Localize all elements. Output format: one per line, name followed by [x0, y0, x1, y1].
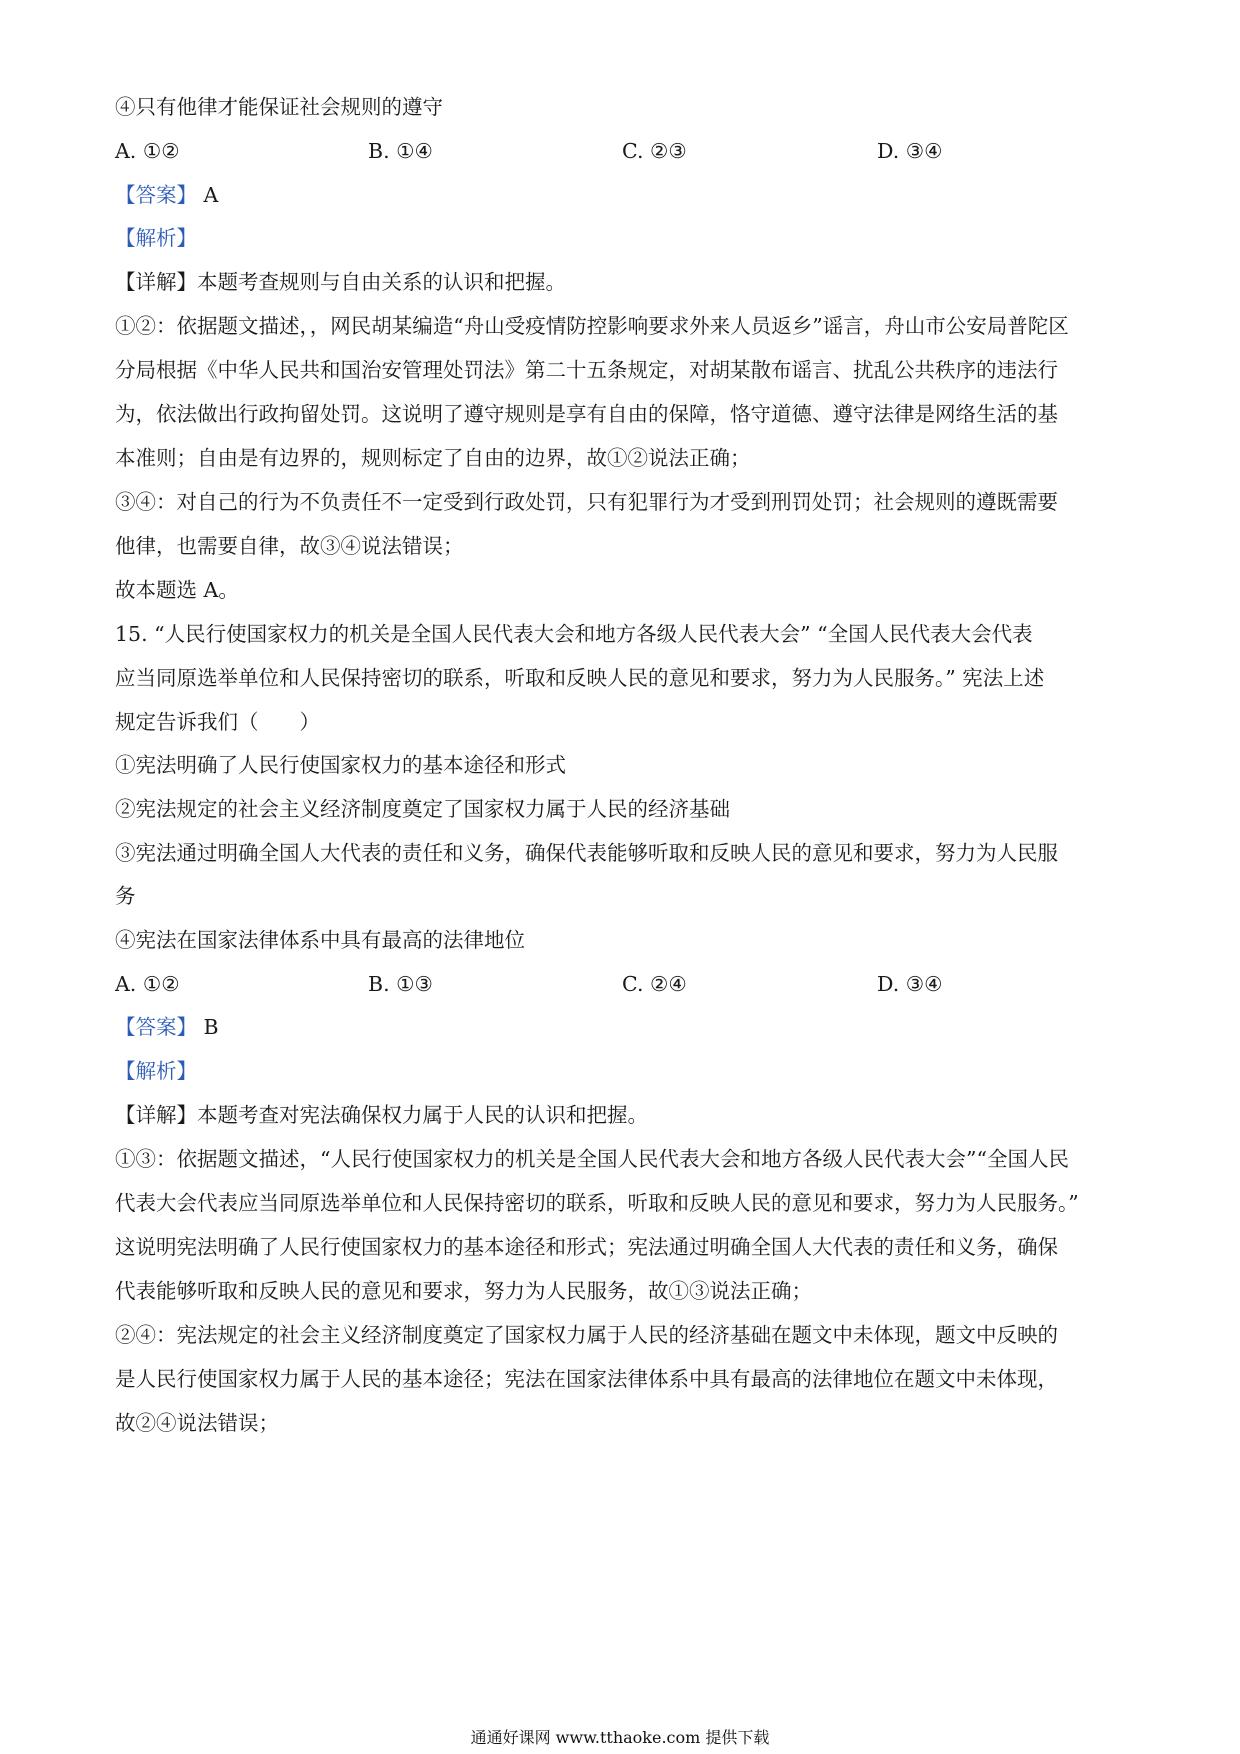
q14-option-4: ④只有他律才能保证社会规则的遵守	[115, 95, 443, 119]
q15-stem-line: 规定告诉我们（ ）	[115, 710, 320, 734]
detail-tag: 【详解】	[115, 270, 197, 294]
q15-paragraph-line: ②④：宪法规定的社会主义经济制度奠定了国家权力属于人民的经济基础在题文中未体现，题文中反映的	[115, 1323, 1058, 1347]
q15-analysis-tag: 【解析】	[115, 1059, 197, 1083]
q15-choice-b: B. ①③	[368, 972, 433, 996]
q14-choice-a: A. ①②	[115, 139, 180, 163]
detail-text: 本题考查规则与自由关系的认识和把握。	[197, 270, 566, 294]
q15-paragraph-line: 这说明宪法明确了人民行使国家权力的基本途径和形式；宪法通过明确全国人大代表的责任和义务，确保	[115, 1235, 1058, 1259]
q15-choice-c: C. ②④	[622, 972, 687, 996]
q15-paragraph-line: 代表大会代表应当同原选举单位和人民保持密切的联系，听取和反映人民的意见和要求，努力为人民服务。”	[115, 1191, 1079, 1215]
q14-paragraph-line: 为，依法做出行政拘留处罚。这说明了遵守规则是享有自由的保障，恪守道德、遵守法律是网络生活的基	[115, 402, 1058, 426]
q15-answer	[115, 1013, 1135, 1041]
q15-option-3-cont: 务	[115, 884, 136, 908]
answer-value: A	[203, 183, 219, 207]
q15-option-1: ①宪法明确了人民行使国家权力的基本途径和形式	[115, 753, 566, 777]
q14-choice-c: C. ②③	[622, 139, 687, 163]
q15-stem-line: 15. “人民行使国家权力的机关是全国人民代表大会和地方各级人民代表大会” “全国人民代表大会代表	[115, 622, 1033, 646]
q15-paragraph-line: 是人民行使国家权力属于人民的基本途径；宪法在国家法律体系中具有最高的法律地位在题文中未体现，	[115, 1367, 1058, 1391]
q14-paragraph-line: 故本题选 A。	[115, 578, 239, 602]
q14-choice-d: D. ③④	[877, 139, 943, 163]
q15-option-4: ④宪法在国家法律体系中具有最高的法律地位	[115, 928, 525, 952]
q15-paragraph-line: ①③：依据题文描述，“人民行使国家权力的机关是全国人民代表大会和地方各级人民代表大会”“全国人民	[115, 1147, 1069, 1171]
answer-tag: 【答案】	[115, 183, 197, 207]
q15-paragraph-line: 代表能够听取和反映人民的意见和要求，努力为人民服务，故①③说法正确；	[115, 1279, 812, 1303]
q15-detail	[115, 1101, 1135, 1129]
q15-stem-line: 应当同原选举单位和人民保持密切的联系，听取和反映人民的意见和要求，努力为人民服务。” 宪法上述	[115, 666, 1045, 690]
detail-text: 本题考查对宪法确保权力属于人民的认识和把握。	[197, 1103, 648, 1127]
q14-paragraph-line: 分局根据《中华人民共和国治安管理处罚法》第二十五条规定，对胡某散布谣言、扰乱公共秩序的违法行	[115, 358, 1058, 382]
q15-choice-a: A. ①②	[115, 972, 180, 996]
q15-option-3: ③宪法通过明确全国人大代表的责任和义务，确保代表能够听取和反映人民的意见和要求，努力为人民服	[115, 841, 1058, 865]
q14-analysis-tag: 【解析】	[115, 226, 197, 250]
answer-tag: 【答案】	[115, 1015, 197, 1039]
q14-paragraph-line: 他律，也需要自律，故③④说法错误；	[115, 534, 464, 558]
q14-paragraph-line: 本准则；自由是有边界的，规则标定了自由的边界，故①②说法正确；	[115, 446, 751, 470]
answer-value: B	[203, 1015, 219, 1039]
q14-answer	[115, 181, 1135, 209]
q14-detail	[115, 268, 1135, 296]
q14-paragraph-line: ③④：对自己的行为不负责任不一定受到行政处罚，只有犯罪行为才受到刑罚处罚；社会规则的遵既需要	[115, 490, 1058, 514]
q14-choice-b: B. ①④	[368, 139, 433, 163]
q15-paragraph-line: 故②④说法错误；	[115, 1411, 279, 1435]
q14-paragraph-line: ①②：依据题文描述，，网民胡某编造“舟山受疫情防控影响要求外来人员返乡”谣言，舟山市公安局普陀区	[115, 314, 1069, 338]
q15-choice-d: D. ③④	[877, 972, 943, 996]
q15-option-2: ②宪法规定的社会主义经济制度奠定了国家权力属于人民的经济基础	[115, 797, 730, 821]
page-footer: 通通好课网 www.tthaoke.com 提供下载	[470, 1728, 770, 1747]
detail-tag: 【详解】	[115, 1103, 197, 1127]
